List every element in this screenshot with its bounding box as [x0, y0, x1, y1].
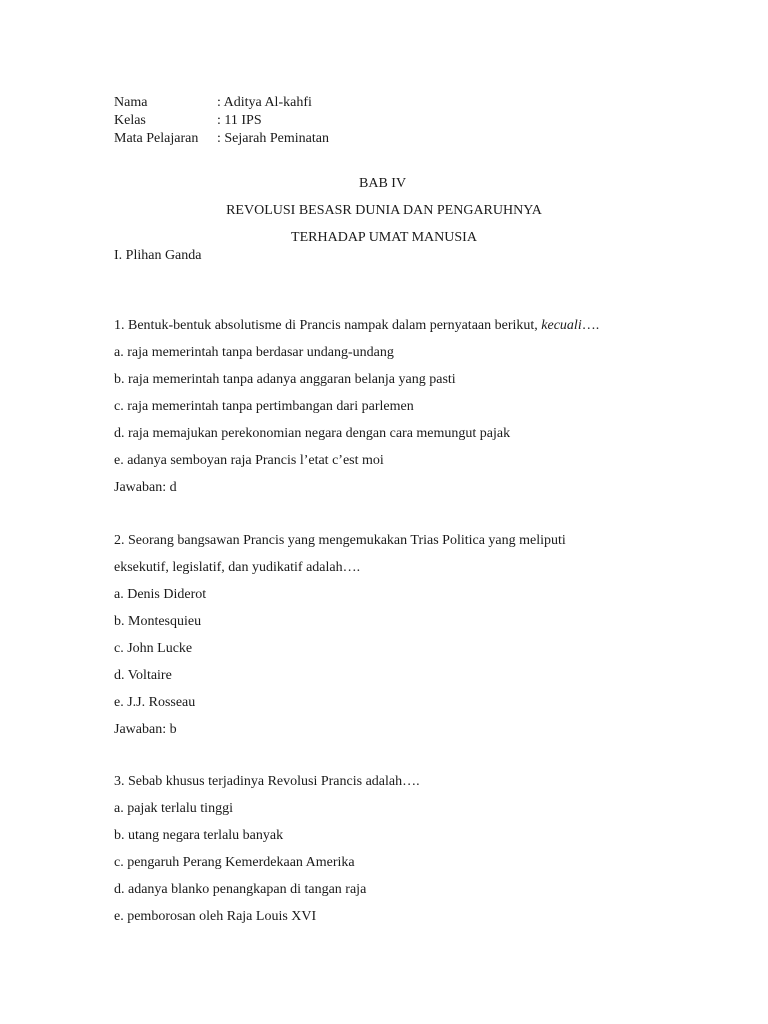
question-2-option-a: a. Denis Diderot — [114, 587, 207, 602]
question-1-emphasis: kecuali — [541, 318, 582, 333]
label-nama: Nama — [114, 95, 148, 110]
question-2-text-line1: 2. Seorang bangsawan Prancis yang mengemukakan Trias Politica yang meliputi — [114, 533, 566, 548]
question-3-option-c: c. pengaruh Perang Kemerdekaan Amerika — [114, 855, 355, 870]
question-3-text: 3. Sebab khusus terjadinya Revolusi Prancis adalah…. — [114, 774, 420, 789]
question-1-option-a: a. raja memerintah tanpa berdasar undang-undang — [114, 345, 394, 360]
question-1-answer: Jawaban: d — [114, 480, 177, 495]
question-2-option-b: b. Montesquieu — [114, 614, 202, 629]
question-2-answer: Jawaban: b — [114, 722, 177, 737]
question-2-option-c: c. John Lucke — [114, 641, 193, 656]
chapter-heading-line2: TERHADAP UMAT MANUSIA — [291, 230, 477, 245]
question-3-option-b: b. utang negara terlalu banyak — [114, 828, 284, 843]
value-mata-pelajaran: : Sejarah Peminatan — [217, 131, 329, 146]
label-mata-pelajaran: Mata Pelajaran — [114, 131, 199, 146]
question-1-option-d: d. raja memajukan perekonomian negara dengan cara memungut pajak — [114, 426, 511, 441]
chapter-title: BAB IV — [359, 176, 407, 191]
question-2-option-d: d. Voltaire — [114, 668, 172, 683]
question-1-text: 1. Bentuk-bentuk absolutisme di Prancis nampak dalam pernyataan berikut, kecuali…. — [114, 318, 600, 333]
question-2-option-e: e. J.J. Rosseau — [114, 695, 196, 710]
value-kelas: : 11 IPS — [217, 113, 262, 128]
question-1-option-e: e. adanya semboyan raja Prancis l’etat c’est moi — [114, 453, 384, 468]
question-3-option-a: a. pajak terlalu tinggi — [114, 801, 233, 816]
question-3-option-e: e. pemborosan oleh Raja Louis XVI — [114, 909, 317, 924]
question-3-option-d: d. adanya blanko penangkapan di tangan raja — [114, 882, 367, 897]
question-1-option-b: b. raja memerintah tanpa adanya anggaran belanja yang pasti — [114, 372, 456, 387]
label-kelas: Kelas — [114, 113, 146, 128]
question-2-text-line2: eksekutif, legislatif, dan yudikatif adalah…. — [114, 560, 361, 575]
section-heading: I. Plihan Ganda — [114, 248, 202, 263]
chapter-heading-line1: REVOLUSI BESASR DUNIA DAN PENGARUHNYA — [226, 203, 542, 218]
value-nama: : Aditya Al-kahfi — [217, 95, 312, 110]
question-1-option-c: c. raja memerintah tanpa pertimbangan dari parlemen — [114, 399, 414, 414]
